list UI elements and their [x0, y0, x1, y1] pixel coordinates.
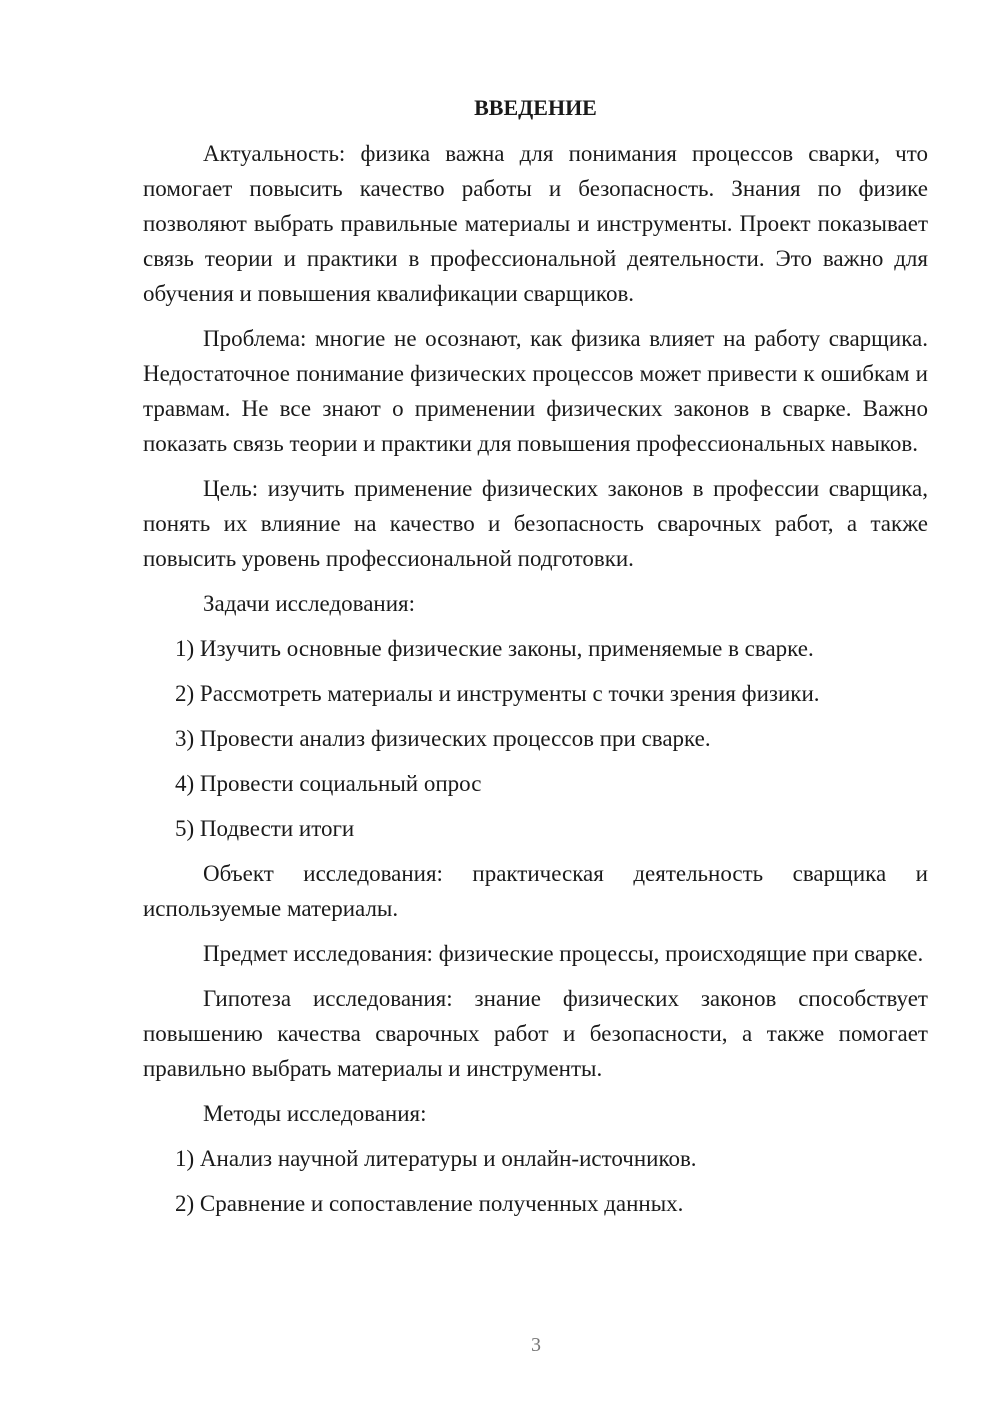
problem-paragraph: Проблема: многие не осознают, как физика влияет на работу сварщика. Недостаточное понимание физических процессов может привести к ошибкам и травмам. Не все знают о применении физических законов в сварке. Важно показать связь теории и практики для повышения профессиональных навыков. — [143, 326, 928, 456]
hypothesis-paragraph: Гипотеза исследования: знание физических законов способствует повышению качества сварочных работ и безопасности, а также помогает правильно выбрать материалы и инструменты. — [143, 986, 928, 1081]
tasks-title: Задачи исследования: — [203, 591, 416, 616]
relevance-paragraph: Актуальность: физика важна для понимания процессов сварки, что помогает повысить качество работы и безопасность. Знания по физике позволяют выбрать правильные материалы и инструменты. Проект показывает связь теории и практики в профессиональной деятельности. Это важно для обучения и повышения квалификации сварщиков. — [143, 141, 928, 306]
tasks-list — [143, 631, 928, 846]
list-item: 5) Подвести итоги — [175, 816, 355, 841]
list-item: 1) Изучить основные физические законы, применяемые в сварке. — [175, 636, 814, 661]
list-item: 2) Сравнение и сопоставление полученных данных. — [175, 1191, 684, 1216]
page-body — [143, 92, 928, 1231]
page-number: 3 — [531, 1334, 541, 1356]
list-item: 1) Анализ научной литературы и онлайн-источников. — [175, 1146, 697, 1171]
methods-list — [143, 1141, 928, 1221]
object-paragraph: Объект исследования: практическая деятельность сварщика и используемые материалы. — [143, 861, 928, 921]
list-item: 4) Провести социальный опрос — [175, 771, 482, 796]
section-heading: ВВЕДЕНИЕ — [474, 95, 597, 120]
subject-paragraph: Предмет исследования: физические процессы, происходящие при сварке. — [203, 941, 924, 966]
list-item: 2) Рассмотреть материалы и инструменты с точки зрения физики. — [175, 681, 820, 706]
list-item: 3) Провести анализ физических процессов при сварке. — [175, 726, 711, 751]
goal-paragraph: Цель: изучить применение физических законов в профессии сварщика, понять их влияние на качество и безопасность сварочных работ, а также повысить уровень профессиональной подготовки. — [143, 476, 928, 571]
methods-title: Методы исследования: — [203, 1101, 427, 1126]
